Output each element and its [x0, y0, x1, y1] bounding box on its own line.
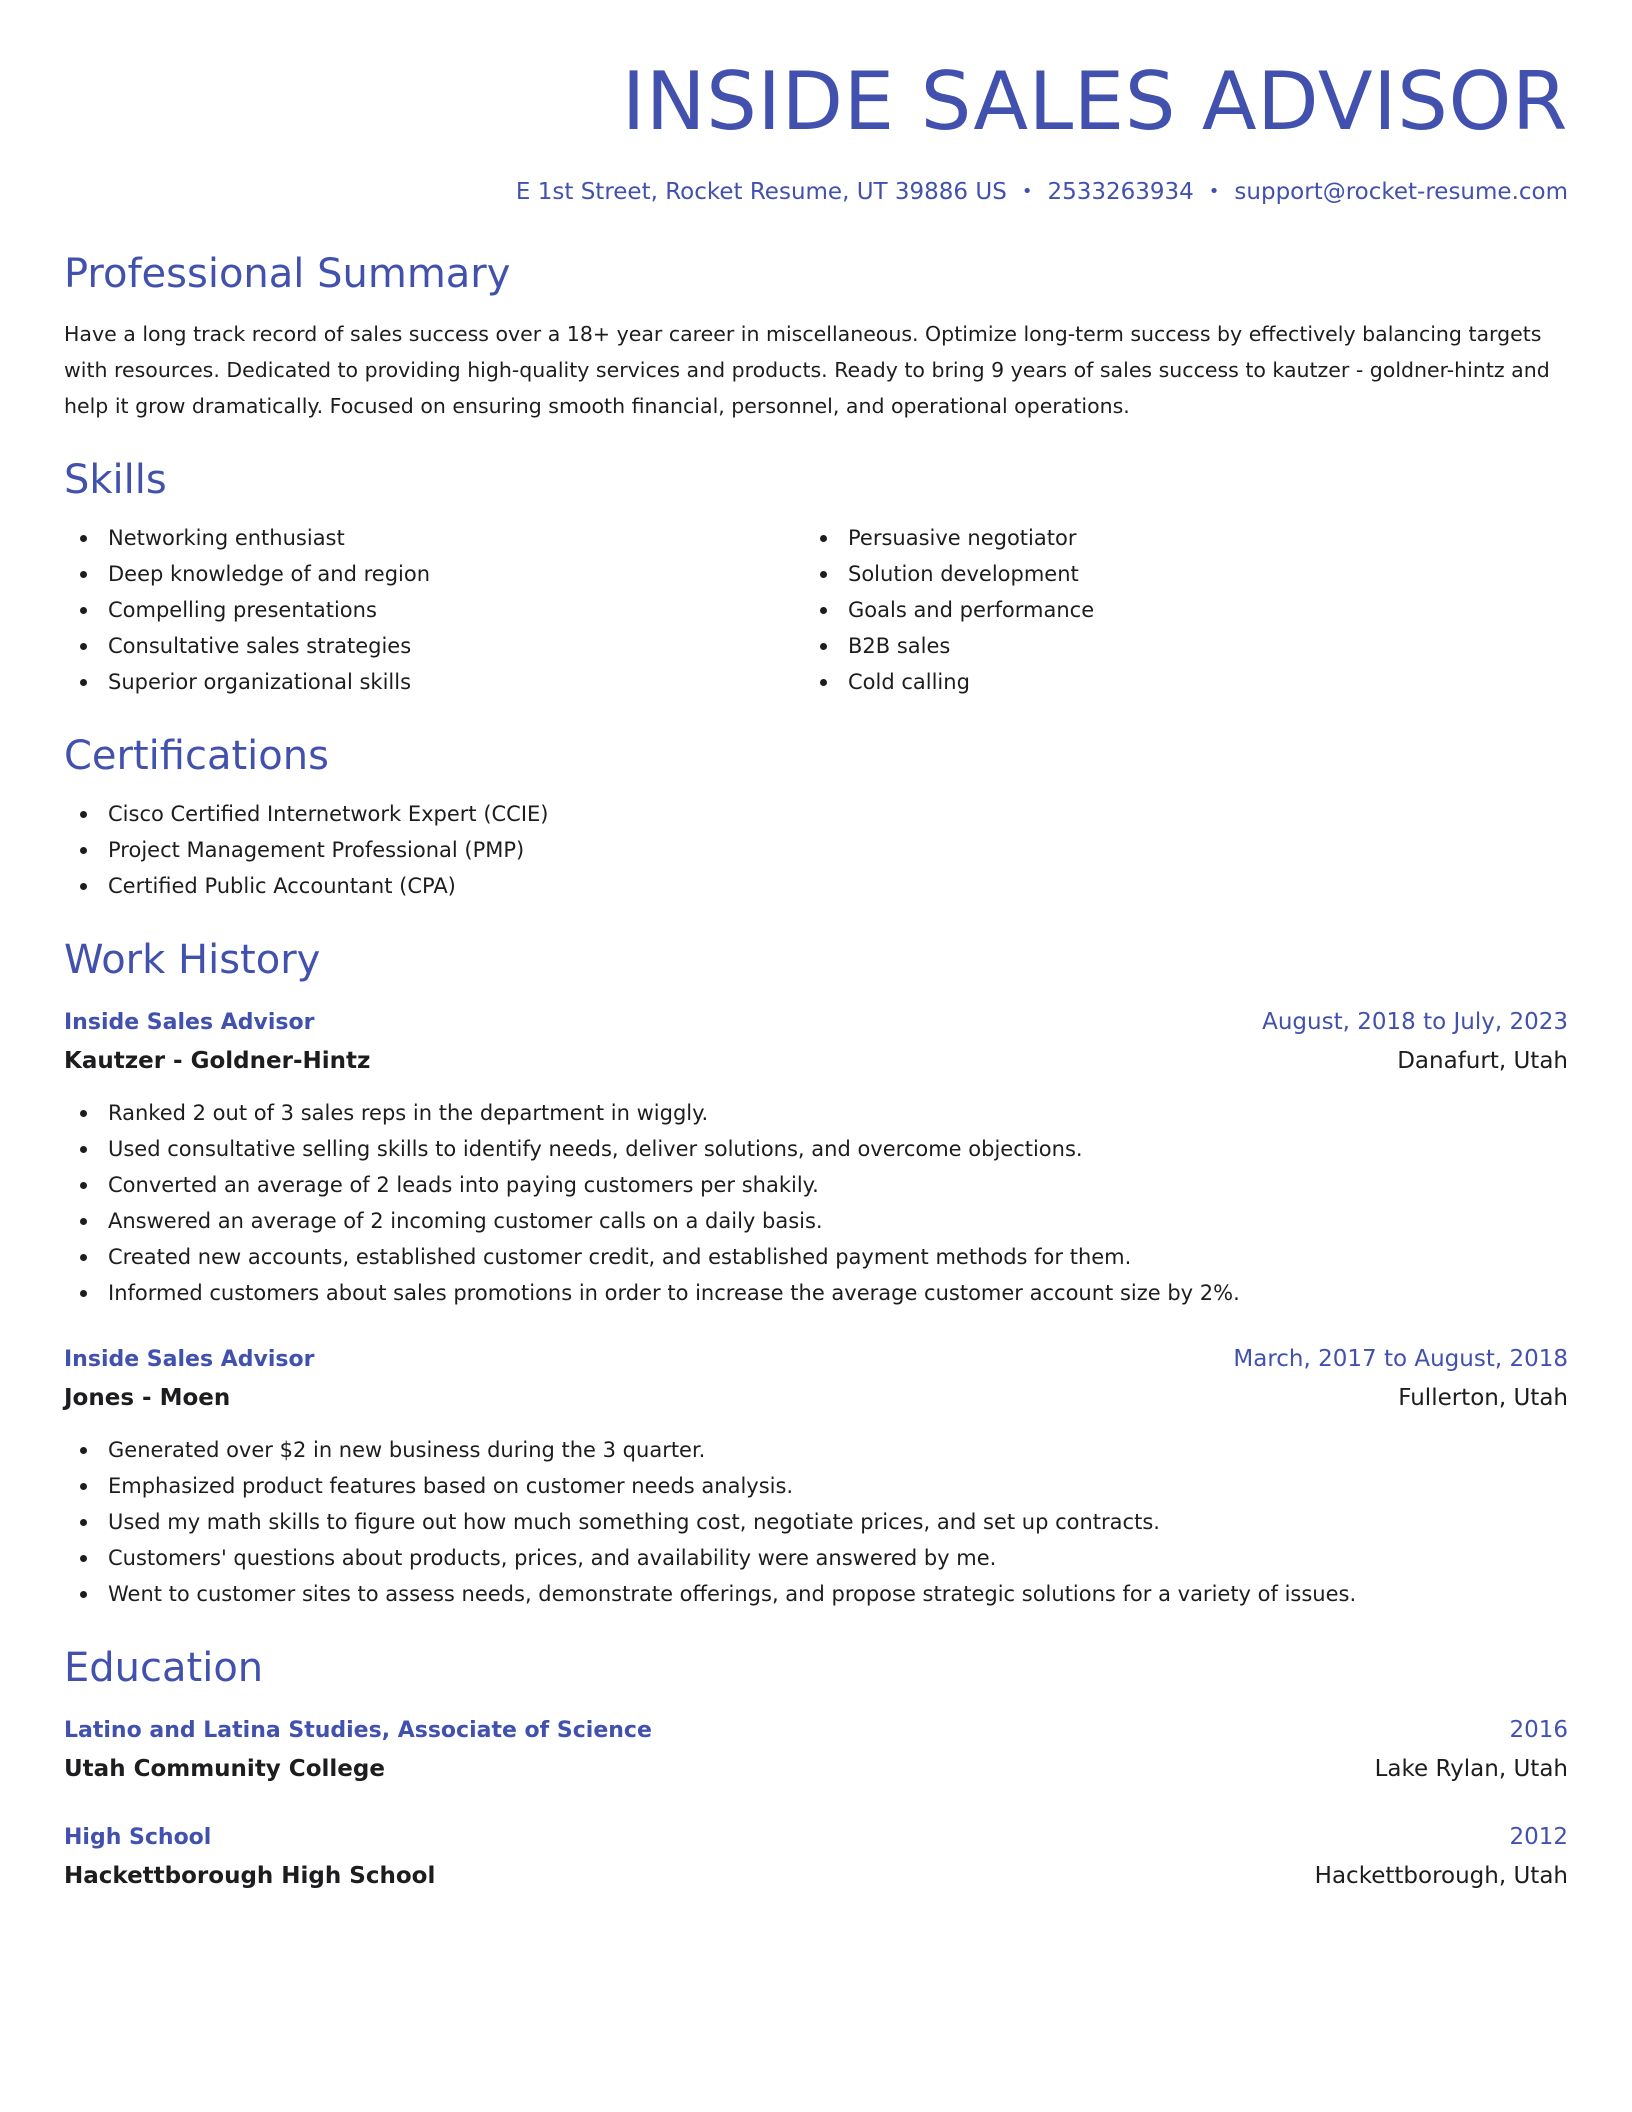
education-degree-row	[64, 1819, 1568, 1856]
list-item-text: Cold calling	[848, 670, 970, 694]
job-company-row	[64, 1041, 1568, 1081]
job-entry	[64, 1004, 1568, 1311]
summary-text: Have a long track record of sales success over a 18+ year career in miscellaneous. Optimize long-term success by effectively balancing targets with resources. Dedicated to providing high-quality services and products. Ready to bring 9 years of sales success to kautzer - goldner-hintz and help it grow dramatically. Focused on ensuring smooth financial, personnel, and operational operations.	[64, 322, 1550, 418]
education-location: Hackettborough, Utah	[1314, 1863, 1568, 1889]
bullet-icon	[820, 535, 827, 542]
bullet-icon	[820, 679, 827, 686]
bullet-icon	[820, 643, 827, 650]
list-item	[64, 1131, 1568, 1167]
work-history-heading: Work History	[64, 937, 321, 983]
bullet-icon	[80, 1146, 87, 1153]
education-degree: High School	[64, 1825, 212, 1850]
list-item	[64, 1432, 1568, 1468]
list-item	[64, 832, 1568, 868]
contact-separator: •	[1021, 181, 1033, 202]
bullet-icon	[80, 1447, 87, 1454]
contact-email[interactable]: support@rocket-resume.com	[1234, 179, 1568, 205]
skills-list-left	[64, 520, 804, 700]
list-item	[64, 1203, 1568, 1239]
job-role: Inside Sales Advisor	[64, 1347, 315, 1372]
summary-heading: Professional Summary	[64, 251, 511, 297]
bullet-icon	[80, 1290, 87, 1297]
education-degree: Latino and Latina Studies, Associate of Science	[64, 1718, 652, 1743]
list-item	[64, 1504, 1568, 1540]
certifications-heading: Certifications	[64, 733, 329, 779]
bullet-icon	[820, 607, 827, 614]
list-item	[64, 1540, 1568, 1576]
list-item-text: Customers' questions about products, prices, and availability were answered by me.	[108, 1546, 997, 1570]
contact-phone: 2533263934	[1047, 179, 1194, 205]
job-bullets	[64, 1095, 1568, 1311]
resume-header	[64, 52, 1568, 208]
list-item	[64, 520, 804, 556]
contact-line	[64, 176, 1568, 208]
list-item-text: Cisco Certified Internetwork Expert (CCIE)	[108, 802, 549, 826]
list-item-text: Created new accounts, established customer credit, and established payment methods for them.	[108, 1245, 1132, 1269]
list-item	[64, 796, 1568, 832]
job-company: Kautzer - Goldner-Hintz	[64, 1048, 371, 1074]
bullet-icon	[80, 811, 87, 818]
list-item	[804, 664, 1544, 700]
bullet-icon	[80, 1483, 87, 1490]
job-title-row	[64, 1004, 1568, 1041]
list-item	[804, 628, 1544, 664]
list-item-text: Generated over $2 in new business during the 3 quarter.	[108, 1438, 706, 1462]
list-item-text: Superior organizational skills	[108, 670, 412, 694]
list-item-text: Deep knowledge of and region	[108, 562, 431, 586]
list-item-text: Certified Public Accountant (CPA)	[108, 874, 456, 898]
job-role: Inside Sales Advisor	[64, 1010, 315, 1035]
bullet-icon	[80, 1591, 87, 1598]
certifications-section	[64, 730, 1568, 904]
list-item	[64, 1167, 1568, 1203]
list-item	[804, 592, 1544, 628]
job-location: Fullerton, Utah	[1398, 1385, 1568, 1411]
list-item-text: Used consultative selling skills to identify needs, deliver solutions, and overcome objections.	[108, 1137, 1083, 1161]
education-school-row	[64, 1856, 1568, 1896]
bullet-icon	[80, 607, 87, 614]
skills-heading: Skills	[64, 457, 167, 503]
skills-section	[64, 454, 1568, 700]
education-entry	[64, 1712, 1568, 1789]
education-school: Utah Community College	[64, 1756, 385, 1782]
list-item	[64, 1095, 1568, 1131]
bullet-icon	[80, 847, 87, 854]
list-item-text: Persuasive negotiator	[848, 526, 1077, 550]
work-history-section	[64, 934, 1568, 1612]
bullet-icon	[80, 883, 87, 890]
bullet-icon	[820, 571, 827, 578]
education-school-row	[64, 1749, 1568, 1789]
bullet-icon	[80, 679, 87, 686]
list-item	[64, 1576, 1568, 1612]
bullet-icon	[80, 535, 87, 542]
education-school: Hackettborough High School	[64, 1863, 436, 1889]
list-item	[64, 556, 804, 592]
education-heading: Education	[64, 1645, 264, 1691]
list-item	[804, 556, 1544, 592]
education-location: Lake Rylan, Utah	[1374, 1756, 1568, 1782]
education-entry	[64, 1819, 1568, 1896]
list-item-text: Used my math skills to figure out how much something cost, negotiate prices, and set up contracts.	[108, 1510, 1160, 1534]
list-item-text: B2B sales	[848, 634, 951, 658]
bullet-icon	[80, 1254, 87, 1261]
bullet-icon	[80, 643, 87, 650]
bullet-icon	[80, 1519, 87, 1526]
list-item-text: Compelling presentations	[108, 598, 377, 622]
contact-address: E 1st Street, Rocket Resume, UT 39886 US	[515, 179, 1007, 205]
list-item	[64, 592, 804, 628]
skills-grid	[64, 520, 1568, 700]
education-year: 2012	[1509, 1824, 1568, 1850]
list-item	[64, 868, 1568, 904]
education-year: 2016	[1509, 1717, 1568, 1743]
list-item-text: Emphasized product features based on customer needs analysis.	[108, 1474, 794, 1498]
job-company-row	[64, 1378, 1568, 1418]
job-dates: August, 2018 to July, 2023	[1262, 1009, 1568, 1035]
list-item-text: Project Management Professional (PMP)	[108, 838, 525, 862]
list-item-text: Networking enthusiast	[108, 526, 345, 550]
list-item	[64, 628, 804, 664]
list-item-text: Converted an average of 2 leads into paying customers per shakily.	[108, 1173, 819, 1197]
list-item	[64, 664, 804, 700]
job-title-row	[64, 1341, 1568, 1378]
certifications-list	[64, 796, 1568, 904]
list-item-text: Answered an average of 2 incoming customer calls on a daily basis.	[108, 1209, 823, 1233]
job-location: Danafurt, Utah	[1397, 1048, 1568, 1074]
list-item-text: Informed customers about sales promotions in order to increase the average customer account size by 2%.	[108, 1281, 1240, 1305]
summary-section	[64, 248, 1568, 424]
list-item	[64, 1275, 1568, 1311]
list-item	[64, 1239, 1568, 1275]
education-degree-row	[64, 1712, 1568, 1749]
list-item-text: Consultative sales strategies	[108, 634, 412, 658]
bullet-icon	[80, 1182, 87, 1189]
education-section	[64, 1642, 1568, 1896]
bullet-icon	[80, 1218, 87, 1225]
job-company: Jones - Moen	[64, 1385, 231, 1411]
list-item-text: Ranked 2 out of 3 sales reps in the department in wiggly.	[108, 1101, 709, 1125]
list-item	[64, 1468, 1568, 1504]
list-item-text: Goals and performance	[848, 598, 1095, 622]
bullet-icon	[80, 1110, 87, 1117]
bullet-icon	[80, 1555, 87, 1562]
list-item-text: Solution development	[848, 562, 1079, 586]
job-entry	[64, 1341, 1568, 1612]
list-item	[804, 520, 1544, 556]
contact-separator: •	[1208, 181, 1220, 202]
skills-list-right	[804, 520, 1544, 700]
job-bullets	[64, 1432, 1568, 1612]
job-dates: March, 2017 to August, 2018	[1233, 1346, 1568, 1372]
list-item-text: Went to customer sites to assess needs, demonstrate offerings, and propose strategic solutions for a variety of issues.	[108, 1582, 1357, 1606]
resume-title: INSIDE SALES ADVISOR	[621, 55, 1568, 148]
bullet-icon	[80, 571, 87, 578]
